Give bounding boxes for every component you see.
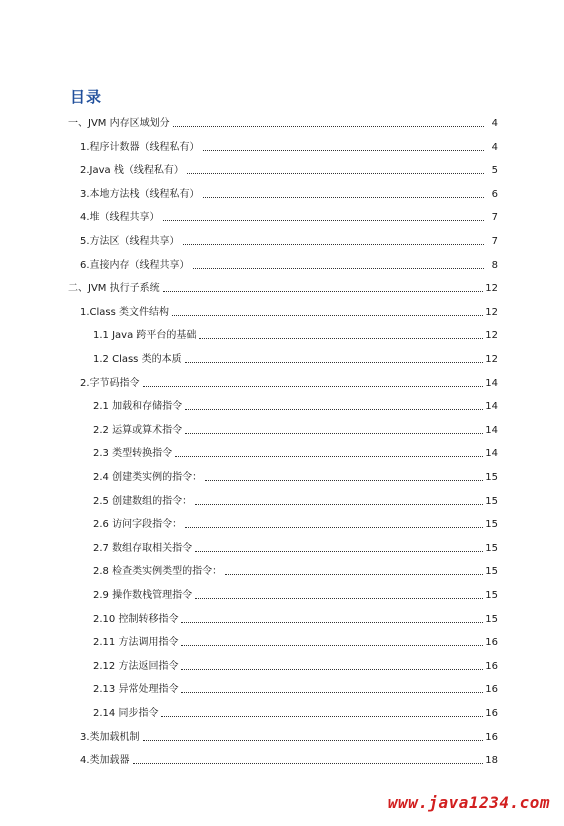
toc-entry[interactable] [68, 114, 498, 130]
toc-dot-leader [225, 574, 483, 575]
toc-entry-page-number: 15 [485, 495, 498, 507]
toc-dot-leader [143, 386, 484, 387]
toc-entry[interactable] [93, 421, 498, 437]
toc-entry[interactable] [93, 492, 498, 508]
toc-entry-label: 2.10 控制转移指令 [93, 613, 179, 625]
toc-dot-leader [163, 220, 484, 221]
toc-entry-label: 1.2 Class 类的本质 [93, 354, 182, 365]
toc-entry[interactable] [93, 680, 498, 696]
toc-entry-label: 2.14 同步指令 [93, 708, 159, 719]
toc-entry[interactable] [93, 539, 498, 555]
toc-entry-page-number: 4 [491, 141, 498, 153]
toc-dot-leader [195, 551, 483, 552]
toc-entry-page-number: 15 [485, 519, 498, 531]
toc-entry-label: 2.Java 栈（线程私有） [80, 165, 184, 177]
toc-entry-label: 4.堆（线程共享） [80, 212, 160, 224]
toc-entry-label: 2.6 访问字段指令： [93, 519, 183, 531]
toc-entry-label: 2.7 数组存取相关指令 [93, 542, 193, 554]
toc-dot-leader [175, 456, 483, 457]
toc-entry[interactable] [80, 728, 498, 744]
toc-entry-label: 5.方法区（线程共享） [80, 236, 180, 247]
toc-entry[interactable] [80, 303, 498, 319]
toc-entry-page-number: 8 [491, 259, 498, 271]
toc-entry[interactable] [68, 279, 498, 295]
toc-entry-label: 2.13 异常处理指令 [93, 684, 179, 696]
toc-dot-leader [181, 645, 483, 646]
toc-entry-page-number: 14 [485, 401, 498, 413]
toc-entry-label: 2.2 运算或算术指令 [93, 424, 183, 436]
toc-dot-leader [185, 409, 483, 410]
toc-entry[interactable] [93, 586, 498, 602]
toc-entry-label: 2.9 操作数栈管理指令 [93, 590, 193, 601]
toc-entry[interactable] [93, 515, 498, 531]
toc-entry[interactable] [93, 610, 498, 626]
toc-entry-label: 3.类加载机制 [80, 731, 140, 743]
toc-entry[interactable] [80, 138, 498, 154]
toc-entry[interactable] [80, 374, 498, 390]
toc-dot-leader [203, 150, 484, 151]
toc-entry-page-number: 15 [485, 542, 498, 554]
toc-entry-label: 2.字节码指令 [80, 377, 140, 389]
toc-dot-leader [203, 197, 484, 198]
toc-entry-page-number: 7 [491, 212, 498, 224]
toc-entry[interactable] [93, 704, 498, 720]
toc-entry-page-number: 15 [485, 613, 498, 625]
toc-entry-page-number: 16 [485, 660, 498, 672]
toc-entry-label: 2.4 创建类实例的指令： [93, 472, 203, 483]
toc-entry-page-number: 14 [485, 377, 498, 389]
toc-dot-leader [181, 622, 483, 623]
toc-entry[interactable] [93, 468, 498, 484]
toc-entry[interactable] [80, 208, 498, 224]
toc-entry-label: 一、JVM 内存区域划分 [68, 118, 170, 129]
toc-entry-page-number: 4 [491, 118, 498, 129]
toc-entry-label: 2.5 创建数组的指令： [93, 495, 193, 507]
toc-entry-page-number: 14 [485, 424, 498, 436]
toc-entry-label: 2.8 检查类实例类型的指令： [93, 566, 223, 578]
toc-entry-label: 2.11 方法调用指令 [93, 637, 179, 649]
toc-entry[interactable] [93, 350, 498, 366]
toc-entry-label: 2.3 类型转换指令 [93, 448, 173, 460]
toc-entry-label: 4.类加载器 [80, 755, 130, 767]
toc-dot-leader [185, 527, 483, 528]
toc-entry[interactable] [93, 397, 498, 413]
toc-entry-page-number: 16 [485, 708, 498, 719]
toc-entry-page-number: 12 [485, 330, 498, 342]
toc-dot-leader [195, 598, 483, 599]
toc-dot-leader [185, 362, 484, 363]
toc-dot-leader [187, 173, 484, 174]
toc-dot-leader [185, 433, 483, 434]
toc-entry-label: 1.程序计数器（线程私有） [80, 141, 200, 153]
toc-entry-page-number: 12 [485, 306, 498, 318]
toc-dot-leader [161, 716, 483, 717]
watermark: www.java1234.com [387, 793, 550, 812]
toc-entry-page-number: 15 [485, 566, 498, 578]
toc-entry-page-number: 15 [485, 472, 498, 483]
toc-entry[interactable] [80, 751, 498, 767]
toc-entry-page-number: 6 [491, 188, 498, 200]
toc-entry-page-number: 5 [491, 165, 498, 177]
toc-entry[interactable] [93, 326, 498, 342]
toc-dot-leader [172, 315, 483, 316]
toc-entry-label: 1.1 Java 跨平台的基础 [93, 330, 197, 342]
toc-entry[interactable] [80, 185, 498, 201]
toc-entry[interactable] [93, 633, 498, 649]
toc-entry-label: 3.本地方法栈（线程私有） [80, 188, 200, 200]
toc-entry[interactable] [80, 232, 498, 248]
toc-dot-leader [143, 740, 484, 741]
toc-dot-leader [181, 669, 483, 670]
toc-dot-leader [199, 338, 483, 339]
toc-entry-page-number: 15 [485, 590, 498, 601]
toc-entry-label: 2.1 加载和存储指令 [93, 401, 183, 413]
toc-dot-leader [163, 291, 484, 292]
toc-entry-page-number: 18 [485, 755, 498, 767]
toc-entry-label: 6.直接内存（线程共享） [80, 259, 190, 271]
toc-entry-label: 2.12 方法返回指令 [93, 660, 179, 672]
toc-dot-leader [195, 504, 483, 505]
toc-dot-leader [173, 126, 484, 127]
toc-entry-page-number: 12 [485, 283, 498, 295]
toc-entry[interactable] [93, 562, 498, 578]
toc-entry[interactable] [93, 444, 498, 460]
toc-dot-leader [183, 244, 484, 245]
toc-entry[interactable] [93, 657, 498, 673]
toc-dot-leader [133, 763, 484, 764]
toc-entry-label: 1.Class 类文件结构 [80, 306, 170, 318]
toc-entry-page-number: 16 [485, 637, 498, 649]
toc-dot-leader [193, 268, 484, 269]
toc-entry-page-number: 12 [485, 354, 498, 365]
toc-entry-page-number: 16 [485, 684, 498, 696]
toc-entry[interactable] [80, 161, 498, 177]
toc-dot-leader [181, 692, 483, 693]
toc-entry-page-number: 14 [485, 448, 498, 460]
toc-title: 目录 [70, 88, 103, 106]
toc-dot-leader [205, 480, 483, 481]
toc-entry-page-number: 7 [491, 236, 498, 247]
toc-entry[interactable] [80, 256, 498, 272]
toc-entry-label: 二、JVM 执行子系统 [68, 283, 160, 295]
toc-entry-page-number: 16 [485, 731, 498, 743]
